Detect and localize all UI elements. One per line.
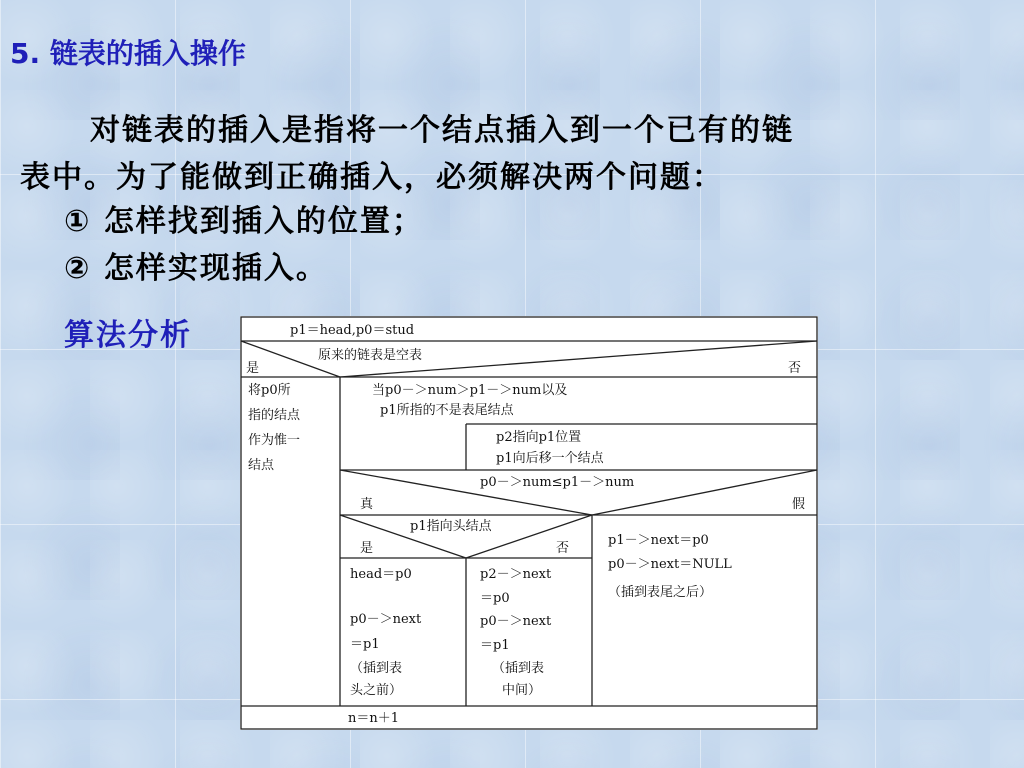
empty-action-line: 指的结点	[248, 408, 301, 423]
tail-insert-line: （插到表尾之后）	[608, 585, 713, 600]
yes-label: 是	[246, 361, 260, 376]
problem-list	[64, 198, 424, 292]
loop-body-line: p1向后移一个结点	[496, 451, 604, 466]
head-insert-line: （插到表	[350, 661, 403, 676]
middle-insert-line: 中间）	[502, 683, 542, 698]
middle-insert-line: ＝p1	[480, 638, 510, 653]
loop-condition-line: 当p0－＞num＞p1－＞num以及	[372, 383, 568, 398]
middle-insert-line: p2－＞next	[480, 567, 552, 582]
intro-line-1: 对链表的插入是指将一个结点插入到一个已有的链	[90, 113, 794, 148]
true-label: 真	[360, 497, 374, 512]
tail-insert-line: p0－＞next＝NULL	[608, 557, 732, 572]
compare-condition: p0－＞num≤p1－＞num	[480, 475, 635, 490]
list-item: ② 怎样实现插入。	[64, 251, 328, 286]
false-label: 假	[792, 497, 806, 512]
empty-action-line: 作为惟一	[248, 433, 301, 448]
no-label: 否	[788, 361, 802, 376]
middle-insert-line: ＝p0	[480, 591, 510, 606]
intro-paragraph	[20, 107, 980, 201]
head-insert-line: head＝p0	[350, 567, 412, 582]
head-insert-line: p0－＞next	[350, 612, 422, 627]
middle-insert-line: p0－＞next	[480, 614, 552, 629]
tail-insert-line: p1－＞next＝p0	[608, 533, 709, 548]
intro-line-2: 表中。为了能做到正确插入，必须解决两个问题：	[20, 160, 724, 195]
empty-action-line: 结点	[248, 458, 275, 473]
no-label: 否	[556, 541, 570, 556]
final-statement: n＝n＋1	[348, 711, 400, 726]
list-item: ① 怎样找到插入的位置；	[64, 204, 424, 239]
empty-list-condition: 原来的链表是空表	[318, 348, 423, 363]
head-insert-line: 头之前）	[350, 683, 403, 698]
middle-insert-line: （插到表	[492, 661, 545, 676]
flowchart-nsd	[240, 316, 818, 730]
init-statement: p1＝head,p0＝stud	[290, 323, 415, 338]
loop-body-line: p2指向p1位置	[496, 430, 582, 445]
section-subtitle: 算法分析	[64, 318, 192, 353]
head-insert-line: ＝p1	[350, 637, 380, 652]
yes-label: 是	[360, 541, 374, 556]
loop-condition-line: p1所指的不是表尾结点	[380, 403, 514, 418]
slide-title: 5. 链表的插入操作	[10, 37, 246, 70]
head-condition: p1指向头结点	[410, 519, 492, 534]
empty-action-line: 将p0所	[248, 383, 291, 398]
